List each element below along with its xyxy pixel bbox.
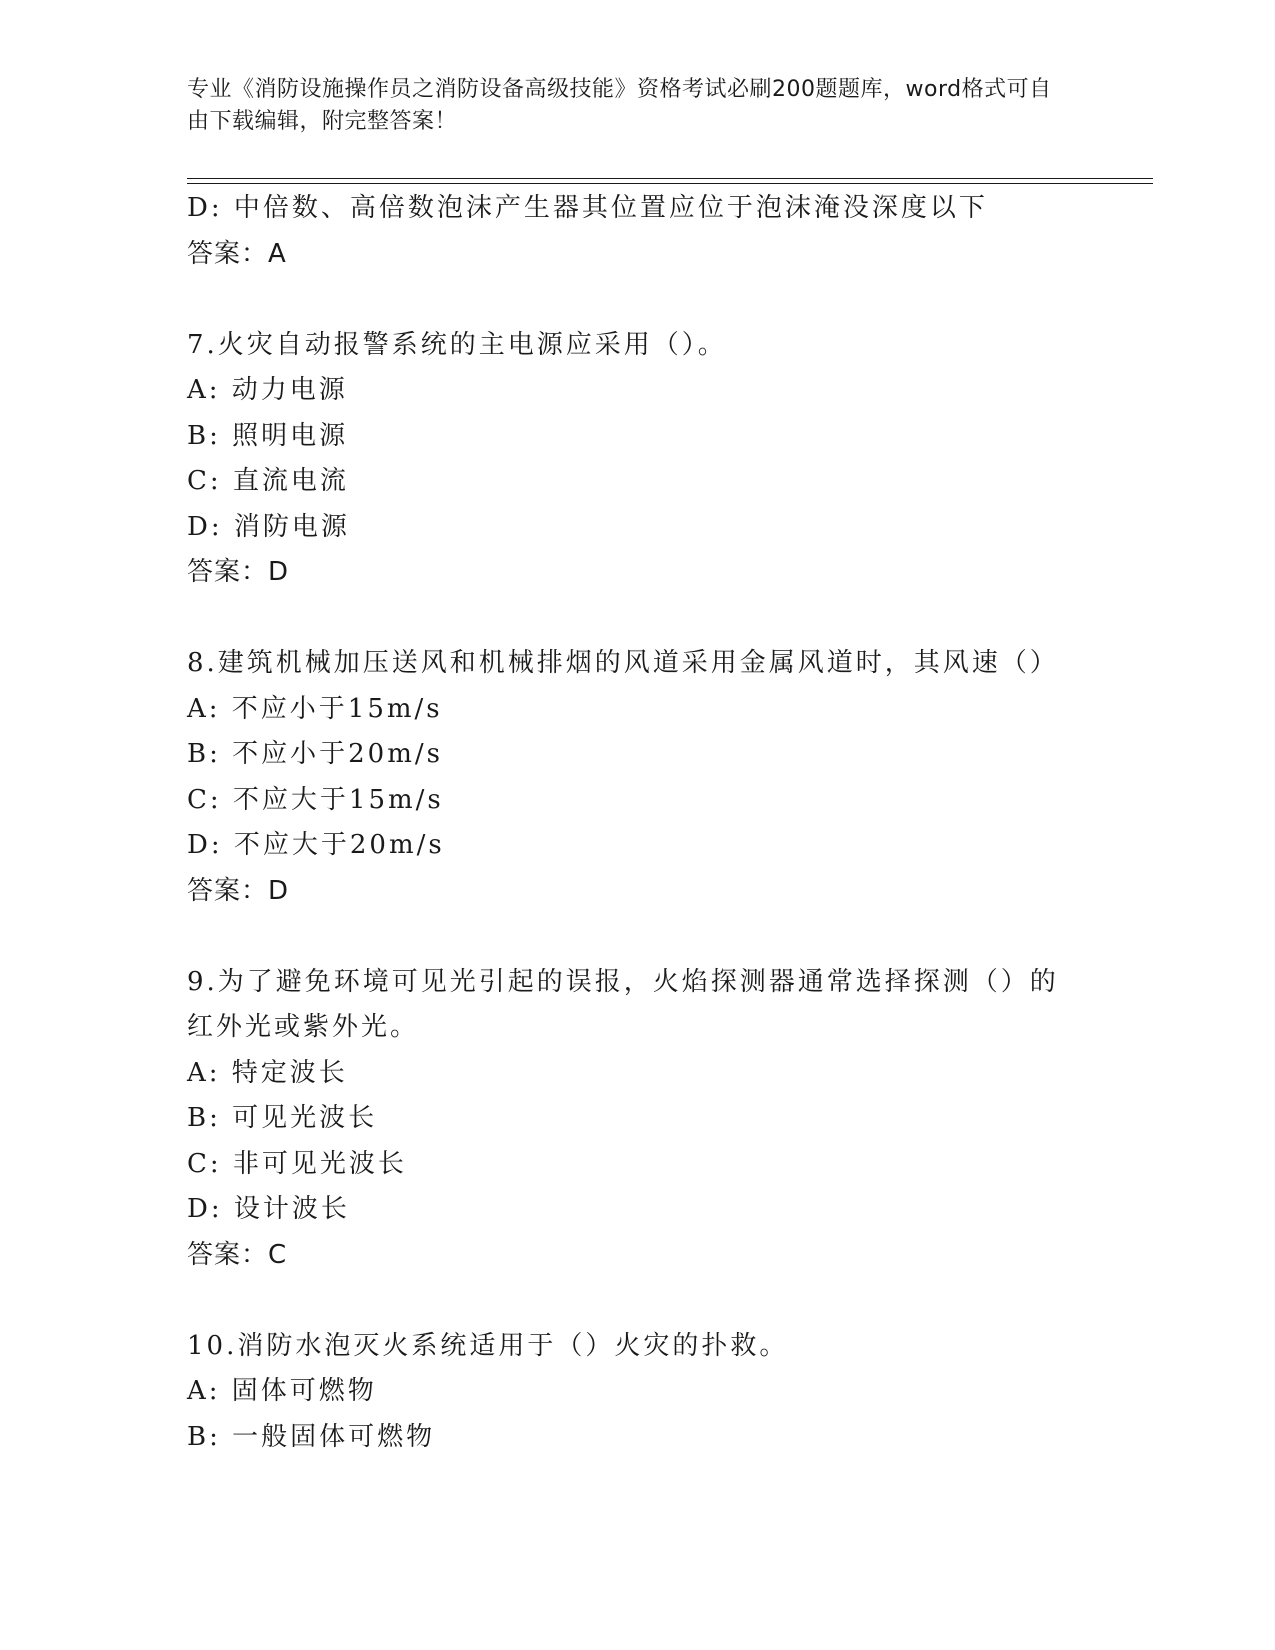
- question-7-option-d: D: 消防电源: [187, 511, 350, 542]
- question-8-option-d: D: 不应大于20m/s: [187, 830, 445, 860]
- question-7-answer: 答案：D: [187, 557, 290, 587]
- question-7-option-b: B: 照明电源: [187, 420, 349, 451]
- question-8-option-b: B: 不应小于20m/s: [187, 739, 443, 769]
- question-10-option-a: A: 固体可燃物: [187, 1376, 377, 1406]
- prev-question-answer: 答案：A: [187, 238, 287, 269]
- question-8-stem: 8.建筑机械加压送风和机械排烟的风道采用金属风道时，其风速（）: [187, 648, 1059, 678]
- question-7-option-c: C: 直流电流: [187, 466, 349, 496]
- spacer: [187, 596, 1087, 642]
- question-9-answer: 答案：C: [187, 1239, 288, 1270]
- question-9-option-b: B: 可见光波长: [187, 1103, 378, 1133]
- question-9-option-c: C: 非可见光波长: [187, 1148, 407, 1179]
- question-8-option-c: C: 不应大于15m/s: [187, 784, 444, 815]
- question-7-option-a: A: 动力电源: [187, 375, 348, 405]
- question-10-stem: 10.消防水泡灭火系统适用于（）火灾的扑救。: [187, 1330, 789, 1361]
- question-7-stem: 7.火灾自动报警系统的主电源应采用（）。: [187, 329, 727, 360]
- question-10-option-b: B: 一般固体可燃物: [187, 1421, 436, 1452]
- question-9-stem: 9.为了避免环境可见光引起的误报，火焰探测器通常选择探测（）的红外光或紫外光。: [187, 966, 1059, 1042]
- spacer: [187, 277, 1087, 323]
- question-8-answer: 答案：D: [187, 875, 290, 906]
- spacer: [187, 914, 1087, 960]
- question-8-option-a: A: 不应小于15m/s: [187, 693, 443, 724]
- spacer: [187, 1278, 1087, 1324]
- question-9-option-d: D: 设计波长: [187, 1194, 350, 1224]
- header-divider-top: [187, 178, 1153, 179]
- document-header: 专业《消防设施操作员之消防设备高级技能》资格考试必刷200题题库，word格式可自由下载编辑，附完整答案！: [187, 77, 1052, 134]
- question-9-option-a: A: 特定波长: [187, 1057, 348, 1088]
- question-list: [187, 186, 1087, 1460]
- prev-question-option-d: D: 中倍数、高倍数泡沫产生器其位置应位于泡沫淹没深度以下: [187, 193, 988, 223]
- header-divider-bottom: [187, 183, 1153, 184]
